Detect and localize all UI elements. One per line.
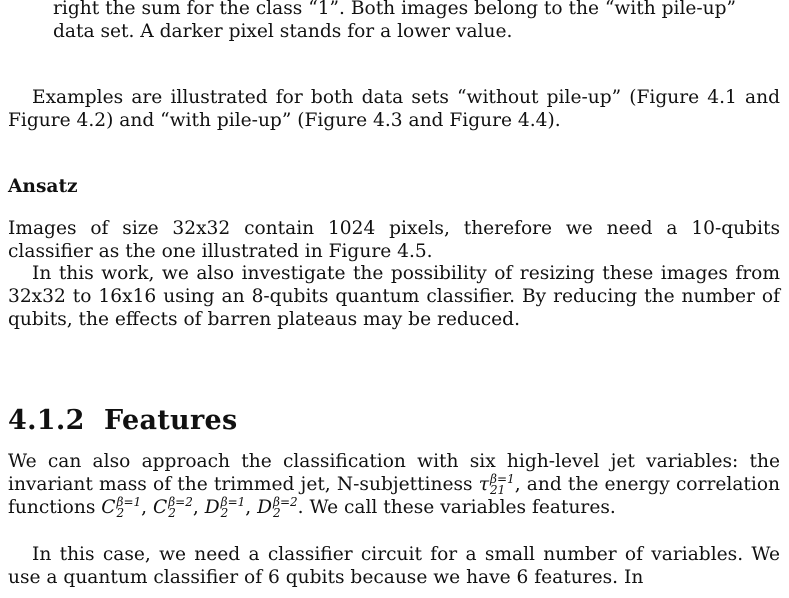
math-tau21: τ β=1 21 <box>478 472 515 497</box>
paragraph-examples: Examples are illustrated for both data sets “without pile-up” (Figure 4.1 and Figure 4.2) and “with pile-up” (Figure 4.3 and Figure 4.4). <box>8 87 780 131</box>
features-text-1: We can also approach the classification with six high-level jet variables: the invariant mass of the trimmed jet, N-subjettiness <box>8 451 780 495</box>
section-number: 4.1.2 <box>8 405 85 436</box>
features-text-3: . We call these variables features. <box>297 497 616 518</box>
paragraph-features-2: In this case, we need a classifier circuit for a small number of variables. We use a quantum classifier of 6 qubits because we have 6 features. In <box>8 544 780 588</box>
math-d2-beta2: D β=2 2 <box>257 495 298 520</box>
features-text-2: , and the energy correlation functions <box>8 474 780 518</box>
ansatz-heading: Ansatz <box>8 176 78 197</box>
section-heading <box>8 405 237 436</box>
math-c2-beta2: C β=2 2 <box>153 495 193 520</box>
figure-caption-continuation <box>53 0 773 43</box>
math-c2-beta1: C β=1 2 <box>101 495 142 520</box>
math-d2-beta1: D β=1 2 <box>204 495 246 520</box>
section-title: Features <box>104 405 238 436</box>
paragraph-features-1: We can also approach the classification with six high-level jet variables: the invariant mass of the trimmed jet, N-subjettiness τ β=1 21 , and the energy correlation functions C β=1 2 , C β=2 2 , D β=1 2 , D β=2 2 . We call these variables features. <box>8 451 780 520</box>
paragraph-ansatz-2: In this work, we also investigate the possibility of resizing these images from 32x32 to 16x16 using an 8-qubits quantum classifier. By reducing the number of qubits, the effects of barren plateaus may be reduced. <box>8 263 780 330</box>
caption-line-1: right the sum for the class “1”. Both images belong to the “with pile-up” <box>53 0 737 19</box>
paragraph-ansatz-1: Images of size 32x32 contain 1024 pixels, therefore we need a 10-qubits classifier as the one illustrated in Figure 4.5. <box>8 218 780 262</box>
caption-line-2: data set. A darker pixel stands for a lower value. <box>53 21 513 42</box>
